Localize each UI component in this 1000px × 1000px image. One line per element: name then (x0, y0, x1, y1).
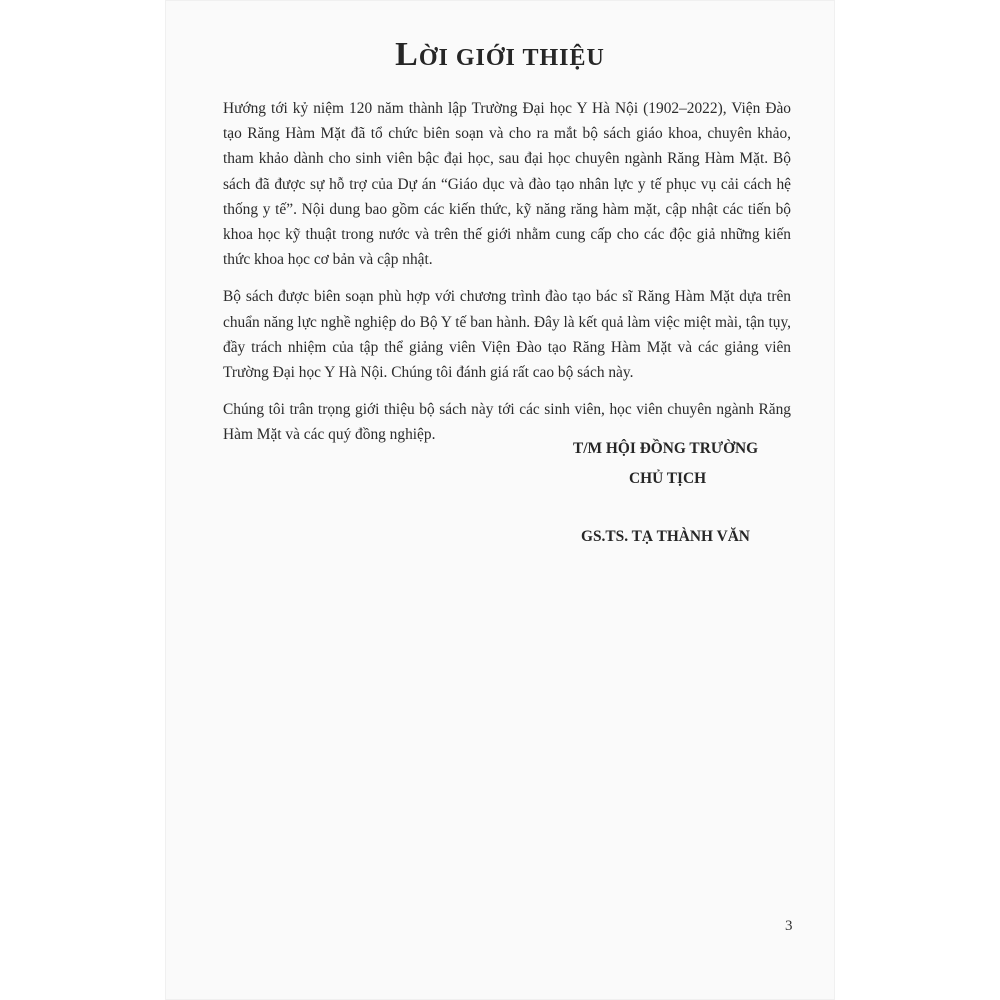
title-rest: ỜI GIỚI THIỆU (418, 45, 605, 71)
page-number: 3 (785, 918, 793, 934)
page-title (165, 36, 835, 74)
paragraph: Hướng tới kỷ niệm 120 năm thành lập Trường Đại học Y Hà Nội (1902–2022), Viện Đào tạo Răng Hàm Mặt đã tổ chức biên soạn và cho ra mắt bộ sách giáo khoa, chuyên khảo, tham khảo dành cho sinh viên bậc đại học, sau đại học chuyên ngành Răng Hàm Mặt. Bộ sách đã được sự hỗ trợ của Dự án “Giáo dục và đào tạo nhân lực y tế phục vụ cải cách hệ thống y tế”. Nội dung bao gồm các kiến thức, kỹ năng răng hàm mặt, cập nhật các tiến bộ khoa học kỹ thuật trong nước và trên thế giới nhằm cung cấp cho các độc giả những kiến thức khoa học cơ bản và cập nhật. (223, 100, 791, 269)
signature-role: CHỦ TỊCH (629, 470, 707, 487)
signature-organization: T/M HỘI ĐỒNG TRƯỜNG (573, 440, 759, 457)
paragraph: Bộ sách được biên soạn phù hợp với chương trình đào tạo bác sĩ Răng Hàm Mặt dựa trên chuẩn năng lực nghề nghiệp do Bộ Y tế ban hành. Đây là kết quả làm việc miệt mài, tận tụy, đầy trách nhiệm của tập thể giảng viên Viện Đào tạo Răng Hàm Mặt và các giảng viên Trường Đại học Y Hà Nội. Chúng tôi đánh giá rất cao bộ sách này. (223, 288, 791, 382)
title-first-letter: L (395, 36, 419, 73)
paragraph: Chúng tôi trân trọng giới thiệu bộ sách này tới các sinh viên, học viên chuyên ngành Răng Hàm Mặt và các quý đồng nghiệp. (223, 401, 791, 444)
book-page (165, 0, 835, 1000)
signature-name: GS.TS. TẠ THÀNH VĂN (581, 528, 750, 545)
introduction-body (223, 96, 791, 460)
